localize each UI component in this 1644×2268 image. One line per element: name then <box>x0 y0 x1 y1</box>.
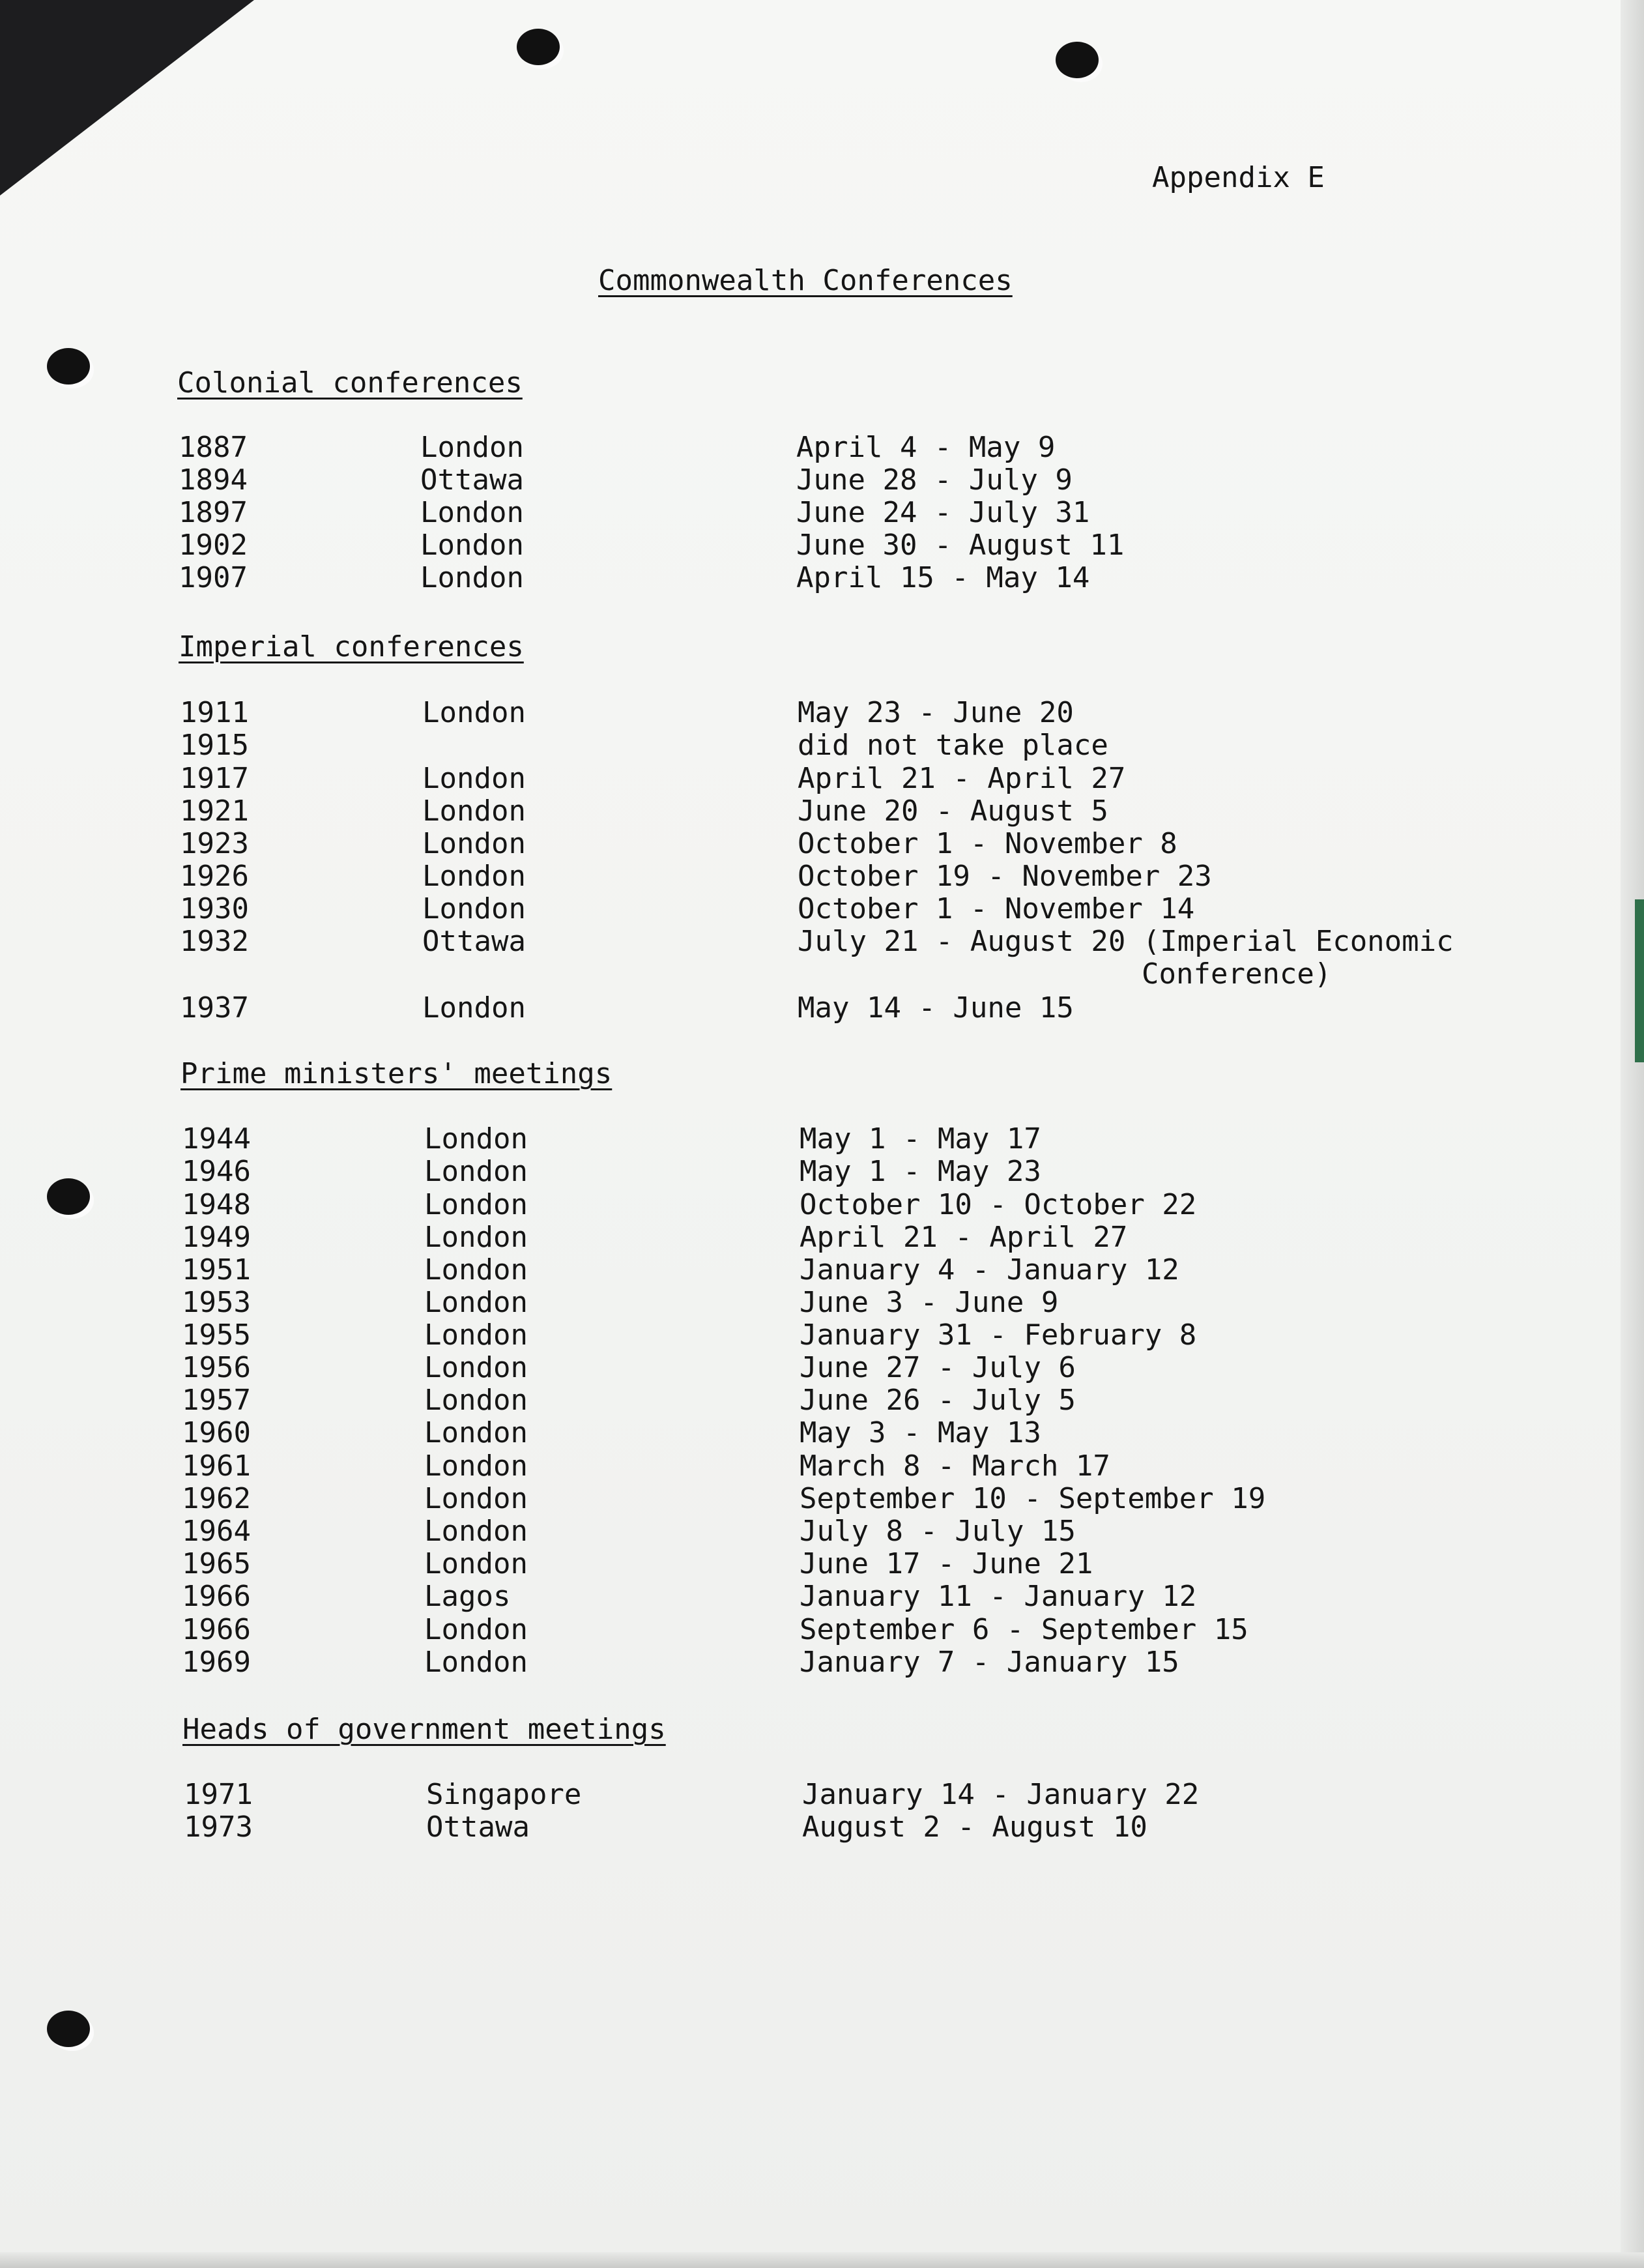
conference-year: 1946 <box>182 1155 251 1188</box>
conference-dates: January 4 - January 12 <box>800 1253 1179 1287</box>
conference-row <box>0 828 1644 860</box>
conference-year: 1969 <box>182 1646 251 1679</box>
conference-year: 1917 <box>180 762 249 795</box>
conference-year: 1902 <box>179 529 248 562</box>
conference-year: 1923 <box>180 827 249 860</box>
conference-dates: May 1 - May 17 <box>800 1122 1041 1156</box>
conference-row <box>0 1254 1644 1287</box>
conference-year: 1971 <box>184 1778 253 1811</box>
conference-row <box>0 795 1644 828</box>
conference-dates: June 3 - June 9 <box>800 1286 1059 1319</box>
conference-location: London <box>422 762 526 795</box>
conference-row <box>0 1319 1644 1352</box>
conference-location: London <box>422 696 526 729</box>
conference-dates: July 21 - August 20 (Imperial Economic <box>798 925 1454 958</box>
conference-dates: did not take place <box>798 729 1108 762</box>
conference-location: London <box>424 1384 528 1417</box>
conference-row <box>0 529 1644 562</box>
conference-dates: June 28 - July 9 <box>796 463 1073 497</box>
conference-row <box>0 1384 1644 1417</box>
conference-year: 1932 <box>180 925 249 958</box>
conference-location: London <box>424 1286 528 1319</box>
conference-row <box>0 1811 1644 1844</box>
conference-year: 1973 <box>184 1810 253 1844</box>
conference-location: London <box>424 1351 528 1384</box>
conference-location: Lagos <box>424 1580 511 1613</box>
conference-dates: January 7 - January 15 <box>800 1646 1179 1679</box>
conference-year: 1962 <box>182 1482 251 1515</box>
conference-location: Ottawa <box>420 463 524 497</box>
conference-row <box>0 1779 1644 1811</box>
conference-row <box>0 464 1644 497</box>
conference-location: London <box>424 1613 528 1646</box>
conference-year: 1926 <box>180 860 249 893</box>
conference-year: 1948 <box>182 1188 251 1221</box>
conference-location: London <box>424 1482 528 1515</box>
conference-dates: June 26 - July 5 <box>800 1384 1076 1417</box>
conference-row <box>0 893 1644 925</box>
conference-year: 1897 <box>179 496 248 529</box>
conference-row <box>0 992 1644 1025</box>
conference-dates: May 14 - June 15 <box>798 991 1074 1025</box>
conference-dates: January 31 - February 8 <box>800 1318 1197 1352</box>
conference-year: 1960 <box>182 1416 251 1449</box>
conference-year: 1894 <box>179 463 248 497</box>
punch-hole <box>47 348 90 385</box>
conference-location: London <box>424 1253 528 1287</box>
conference-row <box>0 431 1644 464</box>
page-title: Commonwealth Conferences <box>598 264 1013 297</box>
conference-note: Conference) <box>1142 957 1332 991</box>
conference-row <box>0 497 1644 529</box>
conference-dates: January 11 - January 12 <box>800 1580 1197 1613</box>
conference-row <box>0 1580 1644 1613</box>
conference-row <box>0 925 1644 991</box>
conference-dates: September 10 - September 19 <box>800 1482 1266 1515</box>
appendix-label: Appendix E <box>1152 161 1325 194</box>
conference-year: 1951 <box>182 1253 251 1287</box>
conference-location: London <box>424 1122 528 1156</box>
conference-dates: June 20 - August 5 <box>798 794 1108 828</box>
folded-corner-shadow <box>0 0 254 196</box>
conference-dates: April 21 - April 27 <box>798 762 1126 795</box>
conference-dates: April 4 - May 9 <box>796 431 1056 464</box>
conference-dates: June 30 - August 11 <box>796 529 1125 562</box>
conference-row <box>0 860 1644 893</box>
punch-hole <box>47 2011 90 2047</box>
page-bottom-edge <box>0 2252 1644 2268</box>
conference-year: 1887 <box>179 431 248 464</box>
section-heading: Heads of government meetings <box>182 1713 666 1746</box>
conference-dates: May 3 - May 13 <box>800 1416 1041 1449</box>
conference-year: 1961 <box>182 1449 251 1483</box>
conference-row <box>0 1515 1644 1548</box>
conference-row <box>0 697 1644 729</box>
punch-hole <box>517 29 560 65</box>
conference-year: 1964 <box>182 1515 251 1548</box>
conference-dates: April 15 - May 14 <box>796 561 1090 594</box>
conference-row <box>0 1548 1644 1580</box>
conference-row <box>0 1123 1644 1156</box>
conference-row <box>0 1287 1644 1319</box>
conference-row <box>0 1352 1644 1384</box>
conference-location: London <box>424 1155 528 1188</box>
conference-location: London <box>424 1515 528 1548</box>
conference-year: 1937 <box>180 991 249 1025</box>
conference-year: 1966 <box>182 1613 251 1646</box>
conference-row <box>0 729 1644 762</box>
conference-location: London <box>424 1449 528 1483</box>
conference-year: 1921 <box>180 794 249 828</box>
conference-row <box>0 763 1644 795</box>
conference-year: 1966 <box>182 1580 251 1613</box>
conference-year: 1944 <box>182 1122 251 1156</box>
conference-year: 1965 <box>182 1547 251 1580</box>
conference-location: London <box>424 1547 528 1580</box>
conference-row <box>0 1483 1644 1515</box>
conference-dates: August 2 - August 10 <box>802 1810 1147 1844</box>
conference-location: London <box>424 1221 528 1254</box>
conference-location: London <box>424 1416 528 1449</box>
conference-row <box>0 1221 1644 1254</box>
punch-hole <box>1056 42 1099 78</box>
conference-year: 1957 <box>182 1384 251 1417</box>
conference-location: London <box>422 827 526 860</box>
conference-location: London <box>422 860 526 893</box>
conference-year: 1907 <box>179 561 248 594</box>
conference-dates: June 17 - June 21 <box>800 1547 1093 1580</box>
conference-year: 1953 <box>182 1286 251 1319</box>
conference-year: 1949 <box>182 1221 251 1254</box>
conference-year: 1915 <box>180 729 249 762</box>
conference-year: 1911 <box>180 696 249 729</box>
conference-dates: May 23 - June 20 <box>798 696 1074 729</box>
conference-location: Singapore <box>426 1778 582 1811</box>
conference-location: London <box>420 431 524 464</box>
conference-row <box>0 1614 1644 1646</box>
conference-location: Ottawa <box>426 1810 530 1844</box>
conference-dates: June 27 - July 6 <box>800 1351 1076 1384</box>
conference-row <box>0 562 1644 594</box>
conference-location: London <box>420 529 524 562</box>
conference-location: London <box>424 1646 528 1679</box>
conference-year: 1930 <box>180 892 249 925</box>
conference-dates: June 24 - July 31 <box>796 496 1090 529</box>
conference-dates: September 6 - September 15 <box>800 1613 1248 1646</box>
conference-dates: May 1 - May 23 <box>800 1155 1041 1188</box>
conference-location: London <box>424 1188 528 1221</box>
conference-dates: April 21 - April 27 <box>800 1221 1128 1254</box>
conference-dates: March 8 - March 17 <box>800 1449 1110 1483</box>
conference-year: 1956 <box>182 1351 251 1384</box>
conference-row <box>0 1417 1644 1449</box>
conference-dates: October 10 - October 22 <box>800 1188 1197 1221</box>
conference-year: 1955 <box>182 1318 251 1352</box>
section-heading: Colonial conferences <box>177 366 523 400</box>
conference-row <box>0 1189 1644 1221</box>
conference-dates: October 1 - November 14 <box>798 892 1195 925</box>
conference-row <box>0 1156 1644 1188</box>
conference-dates: July 8 - July 15 <box>800 1515 1076 1548</box>
section-heading: Prime ministers' meetings <box>180 1057 613 1090</box>
section-heading: Imperial conferences <box>179 630 524 663</box>
conference-row <box>0 1450 1644 1483</box>
conference-location: London <box>422 991 526 1025</box>
conference-location: London <box>422 794 526 828</box>
conference-location: London <box>422 892 526 925</box>
conference-row <box>0 1646 1644 1679</box>
conference-dates: October 1 - November 8 <box>798 827 1177 860</box>
conference-location: Ottawa <box>422 925 526 958</box>
conference-dates: October 19 - November 23 <box>798 860 1212 893</box>
conference-location: London <box>420 561 524 594</box>
conference-dates: January 14 - January 22 <box>802 1778 1200 1811</box>
conference-location: London <box>420 496 524 529</box>
conference-location: London <box>424 1318 528 1352</box>
